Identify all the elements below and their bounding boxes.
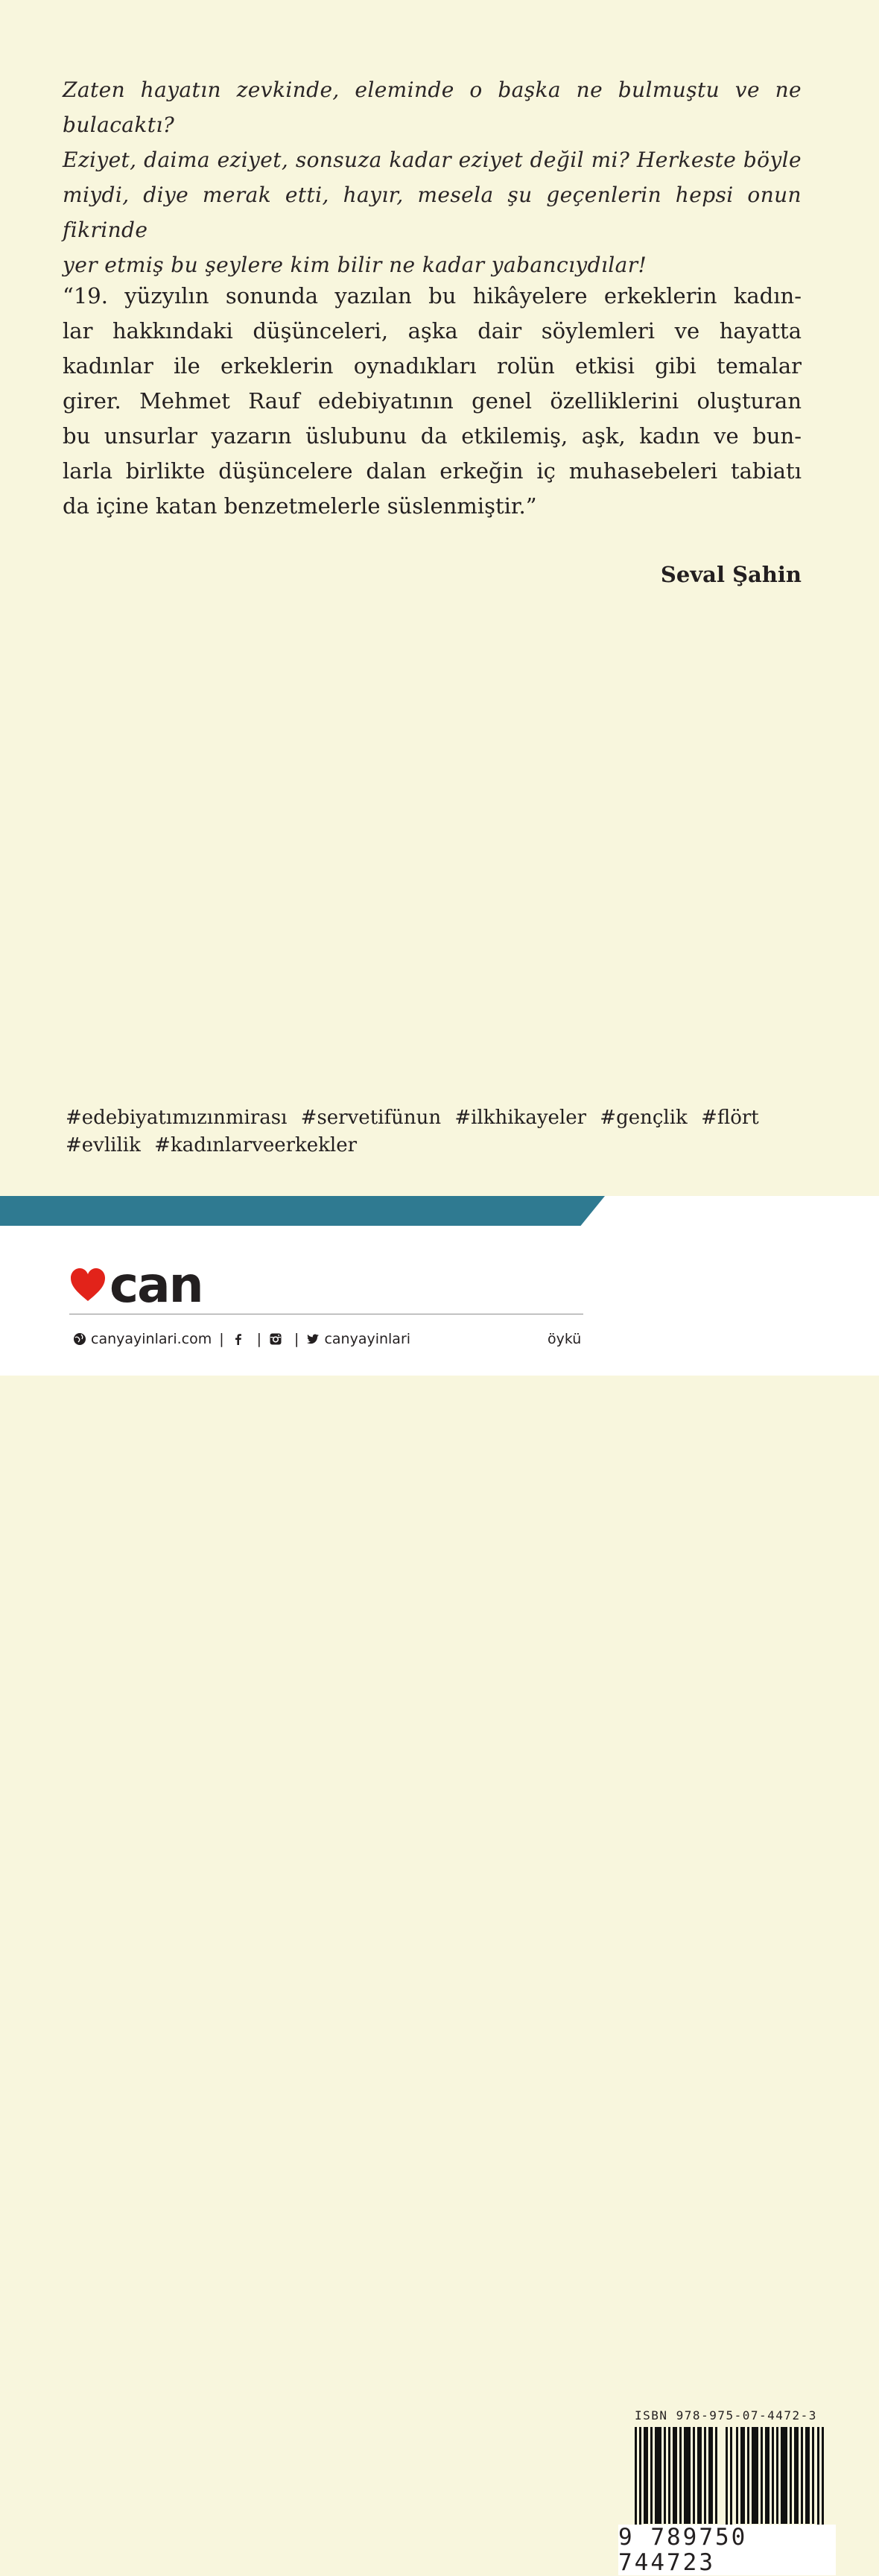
- isbn-label: ISBN 978-975-07-4472-3: [635, 2408, 817, 2422]
- quote-line: “19. yüzyılın sonunda yazılan bu hikâyelere erkeklerin kadın-: [63, 283, 802, 308]
- separator: |: [256, 1331, 262, 1347]
- instagram-icon[interactable]: [269, 1332, 282, 1346]
- review-quote: [63, 279, 802, 524]
- excerpt-line: yer etmiş bu şeylere kim bilir ne kadar yabancıydılar!: [63, 253, 647, 277]
- hashtag-row: [66, 1104, 781, 1132]
- quote-line: larla birlikte düşüncelere dalan erkeğin iç muhasebeleri tabiatı: [63, 458, 802, 484]
- twitter-icon[interactable]: [306, 1332, 320, 1346]
- website-link[interactable]: canyayinlari.com: [91, 1331, 212, 1347]
- social-handle[interactable]: canyayinlari: [324, 1331, 411, 1347]
- back-cover: [0, 0, 879, 1196]
- publisher-contacts: [73, 1329, 587, 1349]
- excerpt-line: Zaten hayatın zevkinde, eleminde o başka ne bulmuştu ve ne bulacaktı?: [63, 77, 802, 137]
- excerpt-paragraph: [63, 72, 802, 282]
- excerpt-line: Eziyet, daima eziyet, sonsuza kadar eziyet değil mi? Herkeste böyle: [63, 148, 802, 172]
- globe-icon: [73, 1332, 86, 1346]
- hashtag: #gençlik: [600, 1107, 688, 1129]
- publisher-logo[interactable]: [69, 1256, 203, 1314]
- heart-icon: [69, 1267, 107, 1304]
- quote-line: girer. Mehmet Rauf edebiyatının genel özelliklerini oluşturan: [63, 388, 802, 414]
- barcode-bars: [635, 2427, 824, 2535]
- quote-line: da içine katan benzetmelerle süslenmiştir.”: [63, 493, 537, 519]
- hashtag: #servetifünun: [300, 1107, 442, 1129]
- isbn-barcode: [612, 2403, 836, 2576]
- genre-label: öykü: [548, 1331, 582, 1347]
- quote-line: bu unsurlar yazarın üslubunu da etkilemiş, aşk, kadın ve bun-: [63, 423, 802, 449]
- separator: |: [219, 1331, 224, 1347]
- facebook-icon[interactable]: [232, 1332, 245, 1346]
- quote-author: Seval Şahin: [660, 562, 802, 587]
- hashtag-list: [66, 1104, 781, 1159]
- hashtag: #ilkhikayeler: [454, 1107, 587, 1129]
- ean-number: 9 789750 744723: [618, 2525, 836, 2575]
- hashtag-row: [66, 1132, 781, 1159]
- hashtag: #flört: [701, 1107, 759, 1129]
- quote-line: lar hakkındaki düşünceleri, aşka dair söylemleri ve hayatta: [63, 318, 802, 344]
- hashtag: #edebiyatımızınmirası: [66, 1107, 288, 1129]
- accent-bar: [0, 1196, 605, 1226]
- separator: |: [294, 1331, 299, 1347]
- hashtag: #evlilik: [66, 1134, 141, 1156]
- excerpt-line: miydi, diye merak etti, hayır, mesela şu geçenlerin hepsi onun fikrinde: [63, 183, 802, 242]
- quote-line: kadınlar ile erkeklerin oynadıkları rolün etkisi gibi temalar: [63, 353, 802, 379]
- logo-wordmark: can: [110, 1256, 203, 1314]
- hashtag: #kadınlarveerkekler: [154, 1134, 358, 1156]
